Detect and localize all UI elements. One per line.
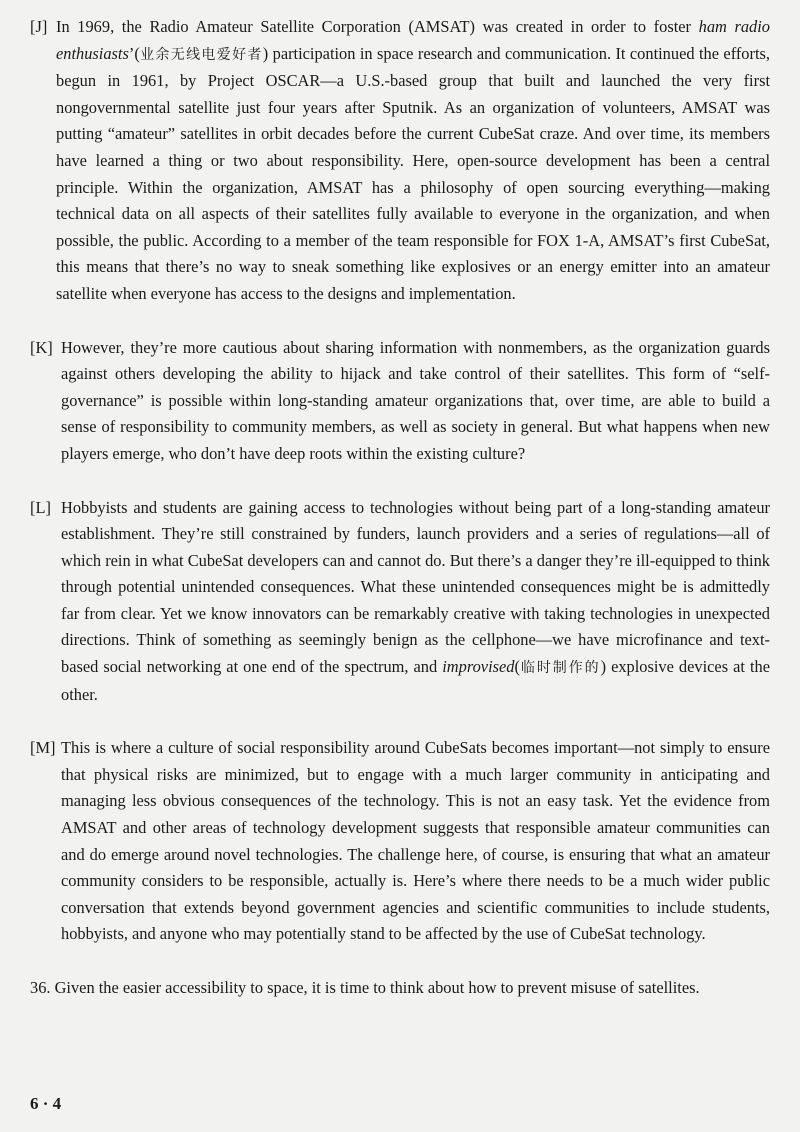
paragraph-k <box>30 335 770 468</box>
text-segment: ) explosive devices at the other. <box>61 657 770 704</box>
paragraph-l <box>30 495 770 709</box>
paragraph-label: [M] <box>30 738 56 758</box>
paragraph-body <box>56 17 770 303</box>
paragraph-label: [L] <box>30 497 51 517</box>
text-segment: In 1969, the Radio Amateur Satellite Corporation (AMSAT) was created in order to foster <box>56 17 699 36</box>
question-36: 36. Given the easier accessibility to space, it is time to think about how to prevent misuse of satellites. <box>30 978 700 997</box>
paragraph-label: [K] <box>30 337 53 357</box>
page-number: 6 · 4 <box>30 1094 62 1113</box>
italic-term: ham radio enthusiasts <box>56 17 771 63</box>
text-segment: ( <box>514 657 520 677</box>
text-segment: ) participation in space research and communication. It continued the efforts, begun in 1961, by Project OSCAR—a U.S.-based group that built and launched the very first nongovernmental satellite just four years after Sputnik. As an organization of volunteers, AMSAT was putting “amateur” satellites in orbit decades before the current CubeSat craze. And over time, its members have learned a thing or two about responsibility. Here, open-source development has been a central principle. Within the organization, AMSAT has a philosophy of open sourcing everything—making technical data on all aspects of their satellites fully available to everyone in the organization, and when possible, the public. According to a member of the team responsible for FOX 1-A, AMSAT’s first CubeSat, this means that there’s no way to sneak something like explosives or an energy emitter into an amateur satellite when everyone has access to the designs and implementation. <box>56 43 770 303</box>
paragraph-m <box>30 735 770 948</box>
text-segment: Hobbyists and students are gaining access to technologies without being part of a long-standing amateur establishment. They’re still constrained by funders, launch providers and a series of regulations—all of which rein in what CubeSat developers can and cannot do. But there’s a danger they’re ill-equipped to think through potential unintended consequences. What these unintended consequences might be is admittedly far from clear. Yet we know innovators can be remarkably creative with taking technologies in unexpected directions. Think of something as seemingly benign as the cellphone—we have microfinance and text-based social networking at one end of the spectrum, and <box>61 497 770 677</box>
paragraph-j <box>30 14 770 308</box>
paragraph-body: This is where a culture of social responsibility around CubeSats becomes important—not simply to ensure that physical risks are minimized, but to engage with a much larger community in anticipating and managing less obvious consequences of the technology. This is not an easy task. Yet the evidence from AMSAT and other areas of technology development suggests that responsible amateur communities can and do emerge around novel technologies. The challenge here, of course, is ensuring that what an amateur community considers to be responsible, actually is. Here’s where there needs to be a much wider public conversation that extends beyond government agencies and scientific communities to include students, hobbyists, and anyone who may potentially stand to be affected by the use of CubeSat technology. <box>61 738 770 944</box>
paragraph-label: [J] <box>30 17 48 36</box>
chinese-gloss: 临时制作的 <box>519 660 601 677</box>
chinese-gloss: 业余无线电爱好者 <box>139 46 263 63</box>
paragraph-body <box>61 498 770 704</box>
italic-term: improvised <box>442 657 515 677</box>
paragraph-body: However, they’re more cautious about sharing information with nonmembers, as the organization guards against others developing the ability to hijack and take control of their satellites. This form of “self-governance” is possible within long-standing amateur organizations that, over time, are able to build a sense of responsibility to community members, as well as society in general. But what happens when new players emerge, who don’t have deep roots within the existing culture? <box>61 337 770 463</box>
text-segment: ’( <box>128 43 140 63</box>
